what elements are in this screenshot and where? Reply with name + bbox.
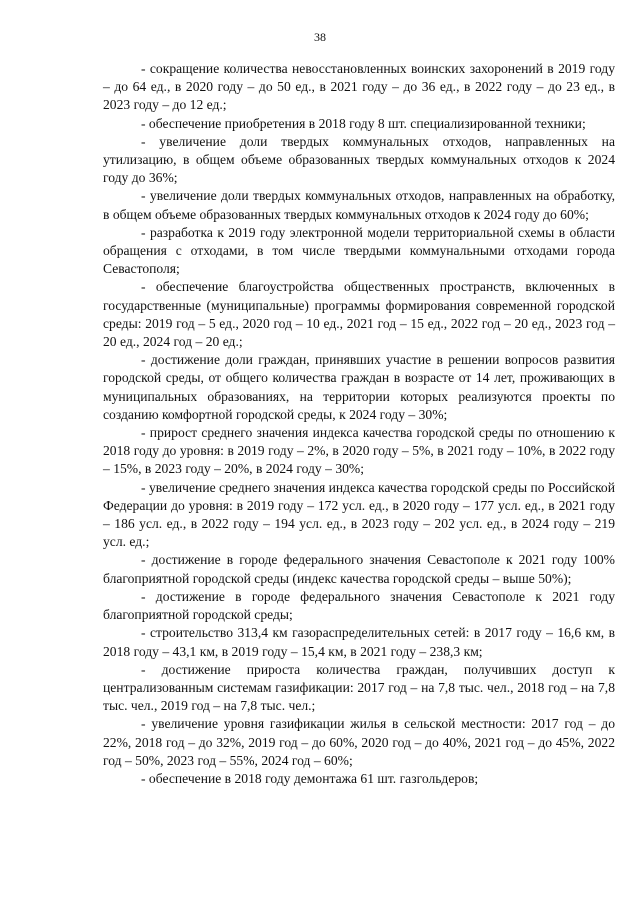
list-item: - достижение прироста количества граждан, получивших доступ к централизованным системам газификации: 2017 год – на 7,8 тыс. чел., 2018 год – на 7,8 тыс. чел., 2019 год – на 7,8 тыс. чел.; (103, 661, 615, 714)
list-item: - обеспечение благоустройства общественных пространств, включенных в государственные (муниципальные) программы формирования современной городской среды: 2019 год – 5 ед., 2020 год – 10 ед., 2021 год – 15 ед., 2022 год – 20 ед., 2023 год – 20 ед., 2024 год – 20 ед.; (103, 279, 615, 350)
document-body (103, 60, 615, 788)
list-item: - достижение в городе федерального значения Севастополе к 2021 году 100% благоприятной городской среды (индекс качества городской среды – выше 50%); (103, 552, 615, 586)
list-item: - достижение в городе федерального значения Севастополе к 2021 году благоприятной городской среды; (103, 588, 615, 623)
list-item: - разработка к 2019 году электронной модели территориальной схемы в области обращения с отходами, в том числе твердыми коммунальными отходами города Севастополя; (103, 224, 615, 277)
list-item: - сокращение количества невосстановленных воинских захоронений в 2019 году – до 64 ед., в 2020 году – до 50 ед., в 2021 году – до 36 ед., в 2022 году – до 23 ед., в 2023 году – до 12 ед.; (103, 61, 615, 113)
list-item: - строительство 313,4 км газораспределительных сетей: в 2017 году – 16,6 км, в 2018 году – 43,1 км, в 2019 году – 15,4 км, в 2021 году – 238,3 км; (103, 625, 615, 659)
list-item: - обеспечение в 2018 году демонтажа 61 шт. газгольдеров; (141, 770, 479, 786)
list-item: - увеличение уровня газификации жилья в сельской местности: 2017 год – до 22%, 2018 год – до 32%, 2019 год – до 60%, 2020 год – до 40%, 2021 год – до 45%, 2022 год – 50%, 2023 год – 55%, 2024 год – 60%; (103, 716, 615, 768)
list-item: - достижение доли граждан, принявших участие в решении вопросов развития городской среды, от общего количества граждан в возрасте от 14 лет, проживающих в муниципальных образованиях, на территории которых реализуются проекты по созданию комфортной городской среды, к 2024 году – 30%; (103, 352, 615, 422)
list-item: - прирост среднего значения индекса качества городской среды по отношению к 2018 году до уровня: в 2019 году – 2%, в 2020 году – 5%, в 2021 году – 10%, в 2022 году – 15%, в 2023 году – 20%, в 2024 году – 30%; (103, 425, 615, 477)
list-item: - увеличение доли твердых коммунальных отходов, направленных на утилизацию, в общем объеме образованных твердых коммунальных отходов к 2024 году до 36%; (103, 133, 615, 186)
page-number: 38 (314, 30, 326, 44)
list-item: - увеличение доли твердых коммунальных отходов, направленных на обработку, в общем объеме образованных твердых коммунальных отходов к 2024 году до 60%; (103, 188, 615, 222)
list-item: - увеличение среднего значения индекса качества городской среды по Российской Федерации до уровня: в 2019 году – 172 усл. ед., в 2020 году – 177 усл. ед., в 2021 году – 186 усл. ед., в 2022 году – 194 усл. ед., в 2023 году – 202 усл. ед., в 2024 году – 219 усл. ед.; (103, 479, 615, 550)
list-item: - обеспечение приобретения в 2018 году 8 шт. специализированной техники; (141, 115, 586, 131)
